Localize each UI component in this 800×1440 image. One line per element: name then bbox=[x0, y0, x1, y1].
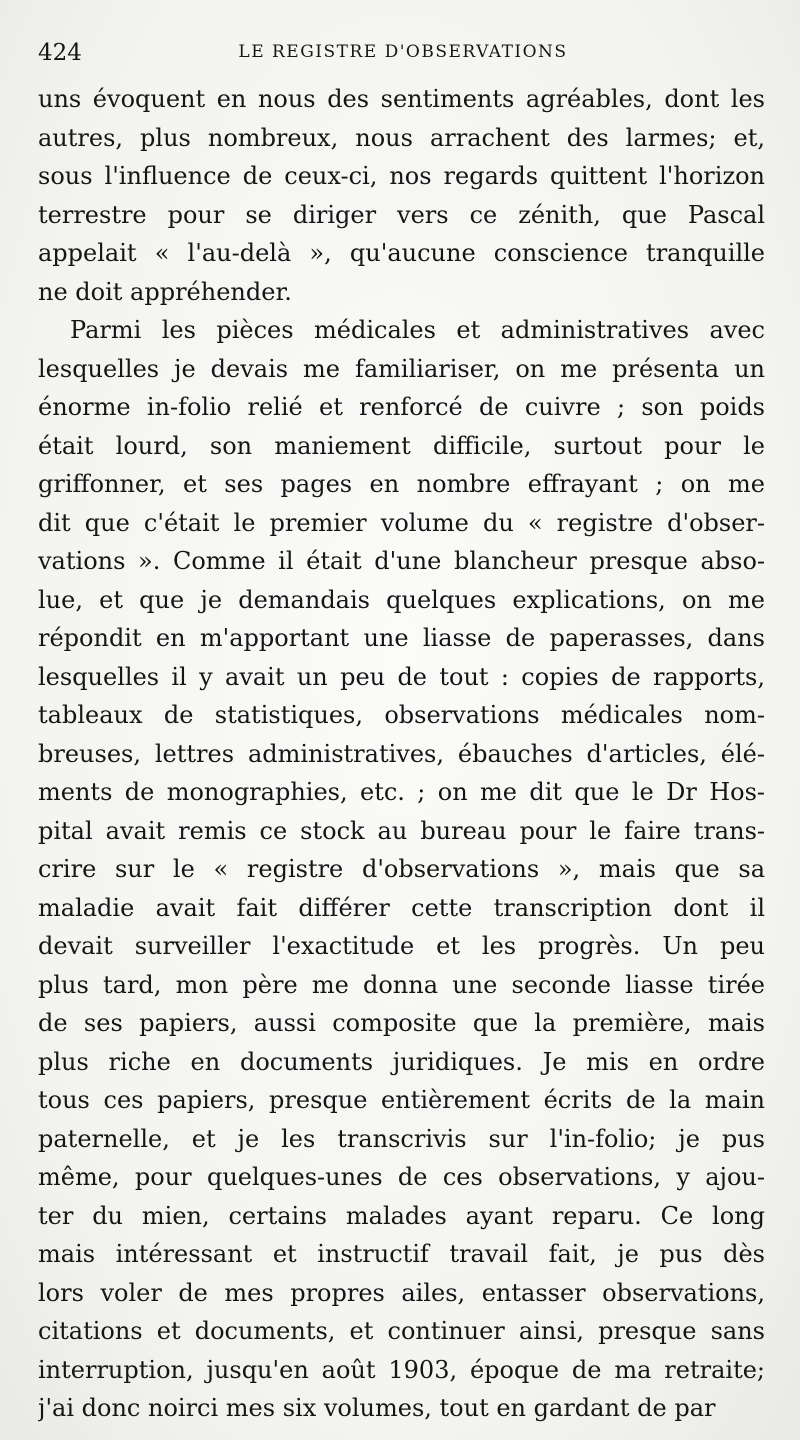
body-text bbox=[38, 80, 765, 1428]
text-line: ne doit appréhender. bbox=[38, 277, 292, 306]
page-header bbox=[38, 40, 768, 76]
text-line: breuses, lettres administratives, ébauches d'articles, élé- bbox=[38, 739, 765, 768]
text-line: sous l'influence de ceux-ci, nos regards quittent l'horizon bbox=[38, 162, 765, 190]
text-line: lue, et que je demandais quelques explications, on me bbox=[38, 585, 765, 614]
text-line: tableaux de statistiques, observations médicales nom- bbox=[38, 701, 765, 729]
text-line: ments de monographies, etc. ; on me dit que le Dr Hos- bbox=[38, 778, 765, 806]
text-line: était lourd, son maniement difficile, surtout pour le bbox=[38, 431, 765, 460]
text-line: autres, plus nombreux, nous arrachent des larmes; et, bbox=[38, 123, 765, 152]
text-line: j'ai donc noirci mes six volumes, tout en gardant de par bbox=[38, 1394, 716, 1422]
text-line: lesquelles il y avait un peu de tout : copies de rapports, bbox=[38, 662, 765, 691]
text-line: mais intéressant et instructif travail fait, je pus dès bbox=[38, 1240, 765, 1268]
text-line: citations et documents, et continuer ainsi, presque sans bbox=[38, 1317, 765, 1345]
text-line: ter du mien, certains malades ayant reparu. Ce long bbox=[38, 1201, 765, 1230]
text-line: même, pour quelques-unes de ces observations, y ajou- bbox=[38, 1163, 765, 1191]
text-line: lesquelles je devais me familiariser, on me présenta un bbox=[38, 354, 765, 383]
text-line: pital avait remis ce stock au bureau pour le faire trans- bbox=[38, 816, 765, 845]
text-line: énorme in-folio relié et renforcé de cuivre ; son poids bbox=[38, 393, 765, 421]
text-line: maladie avait fait différer cette transcription dont il bbox=[38, 893, 765, 922]
running-title: LE REGISTRE D'OBSERVATIONS bbox=[238, 42, 568, 62]
text-line: Parmi les pièces médicales et administratives avec bbox=[70, 316, 765, 344]
text-line: tous ces papiers, presque entièrement écrits de la main bbox=[38, 1086, 765, 1114]
text-line: griffonner, et ses pages en nombre effrayant ; on me bbox=[38, 470, 765, 498]
text-line: interruption, jusqu'en août 1903, époque de ma retraite; bbox=[38, 1355, 765, 1384]
text-line: uns évoquent en nous des sentiments agréables, dont les bbox=[38, 85, 765, 113]
text-line: lors voler de mes propres ailes, entasser observations, bbox=[38, 1278, 765, 1307]
page-number: 424 bbox=[38, 40, 82, 66]
paragraph-1 bbox=[38, 80, 765, 311]
text-line: répondit en m'apportant une liasse de paperasses, dans bbox=[38, 624, 765, 652]
text-line: plus riche en documents juridiques. Je mis en ordre bbox=[38, 1047, 765, 1076]
text-line: devait surveiller l'exactitude et les progrès. Un peu bbox=[38, 932, 765, 960]
text-line: crire sur le « registre d'observations », mais que sa bbox=[38, 855, 765, 883]
text-line: vations ». Comme il était d'une blancheur presque abso- bbox=[38, 547, 765, 575]
text-line: de ses papiers, aussi composite que la première, mais bbox=[38, 1009, 765, 1037]
text-line: appelait « l'au-delà », qu'aucune conscience tranquille bbox=[38, 239, 765, 267]
text-line: terrestre pour se diriger vers ce zénith, que Pascal bbox=[38, 200, 765, 229]
text-line: dit que c'était le premier volume du « registre d'obser- bbox=[38, 508, 765, 537]
text-line: paternelle, et je les transcrivis sur l'in-folio; je pus bbox=[38, 1124, 765, 1153]
text-line: plus tard, mon père me donna une seconde liasse tirée bbox=[38, 970, 765, 999]
paragraph-2 bbox=[38, 311, 765, 1428]
